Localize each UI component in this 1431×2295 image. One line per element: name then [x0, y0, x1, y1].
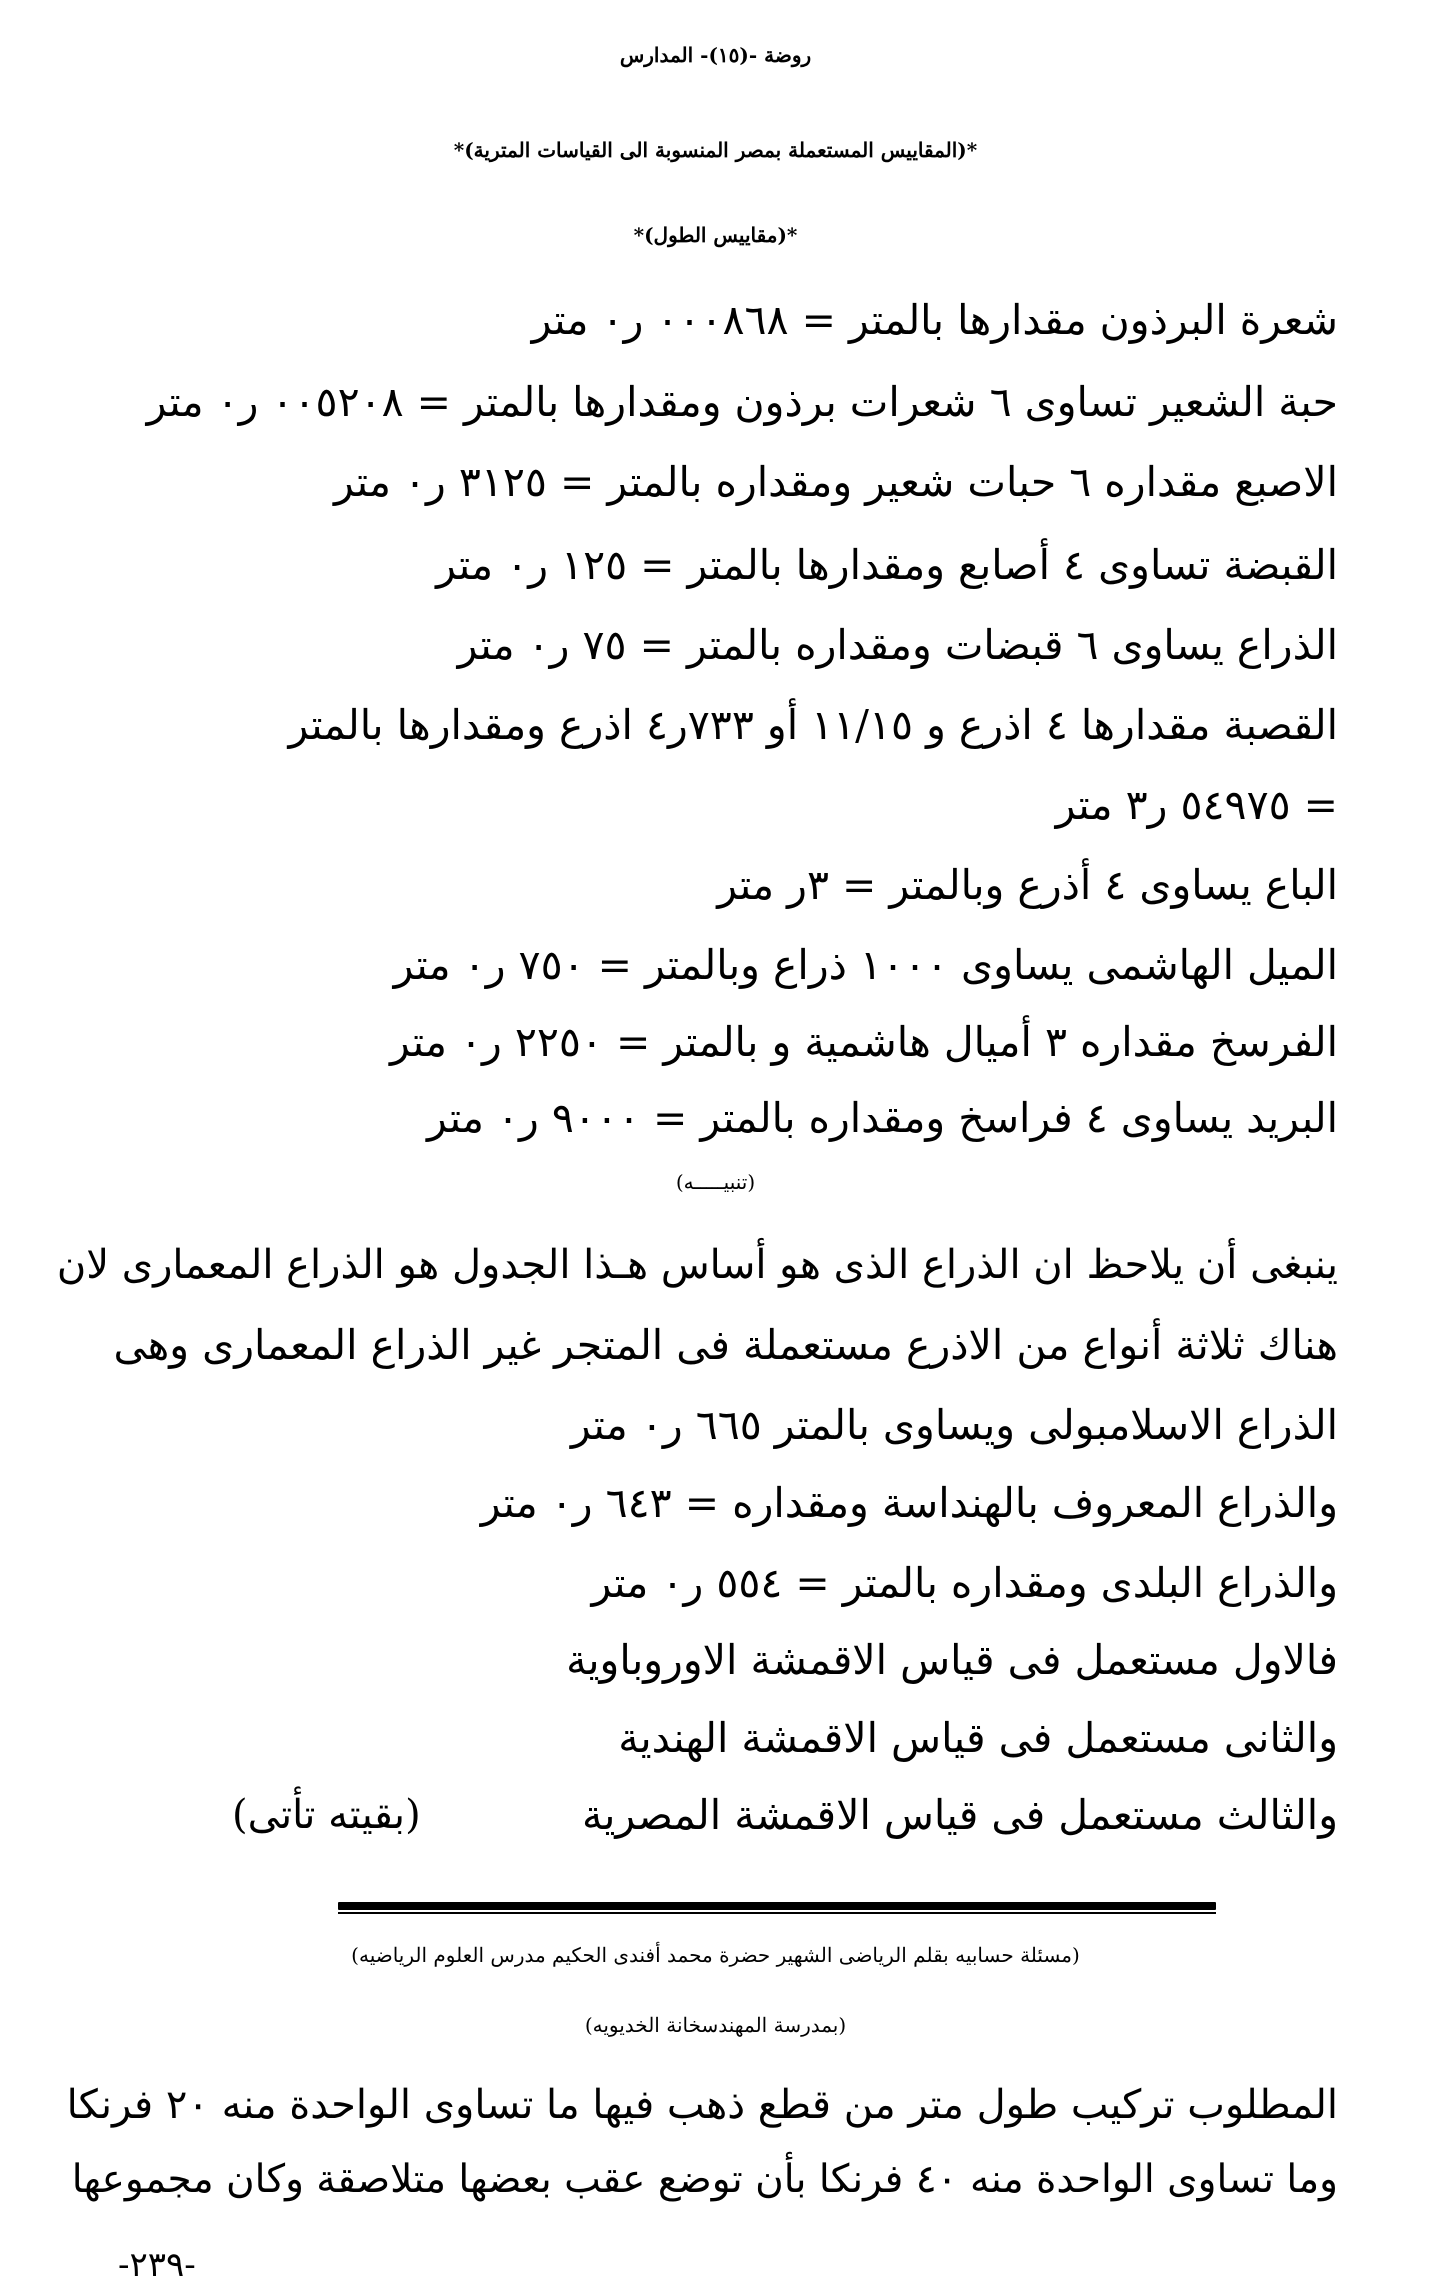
measure-line: الميل الهاشمى يساوى ١٠٠٠ ذراع وبالمتر = ٧٥٠ ر٠ متر [393, 941, 1338, 989]
note-line: فالاول مستعمل فى قياس الاقمشة الاوروباوية [566, 1636, 1338, 1684]
measure-line: القصبة مقدارها ٤ اذرع و ١١/١٥ أو ٧٣٣ر٤ اذرع ومقدارها بالمتر [288, 701, 1338, 749]
measure-line: = ٥٤٩٧٥ ر٣ متر [1055, 781, 1338, 829]
measure-line: شعرة البرذون مقدارها بالمتر = ٠٠٠٨٦٨ ر٠ متر [531, 296, 1338, 344]
measure-line: الفرسخ مقداره ٣ أميال هاشمية و بالمتر = ٢٢٥٠ ر٠ متر [389, 1018, 1338, 1066]
continued-note: (بقيته تأتى) [232, 1792, 421, 1838]
measure-line: البريد يساوى ٤ فراسخ ومقداره بالمتر = ٩٠٠٠ ر٠ متر [427, 1094, 1338, 1142]
note-line: والثانى مستعمل فى قياس الاقمشة الهندية [618, 1714, 1338, 1762]
note-line: والذراع البلدى ومقداره بالمتر = ٥٥٤ ر٠ متر [591, 1559, 1338, 1607]
measure-line: الذراع يساوى ٦ قبضات ومقداره بالمتر = ٧٥ ر٠ متر [457, 621, 1338, 669]
problem-subtitle: (بمدرسة المهندسخانة الخديويه) [584, 2013, 847, 2037]
running-header: روضة -(١٥)- المدارس [619, 43, 812, 67]
measure-line: الاصبع مقداره ٦ حبات شعير ومقداره بالمتر = ٣١٢٥ ر٠ متر [333, 458, 1338, 506]
problem-line: المطلوب تركيب طول متر من قطع ذهب فيها ما تساوى الواحدة منه ٢٠ فرنكا [66, 2082, 1338, 2128]
note-heading: (تنبيـــــه) [675, 1170, 756, 1194]
note-line: الذراع الاسلامبولى ويساوى بالمتر ٦٦٥ ر٠ متر [570, 1401, 1338, 1449]
document-title: *(المقاييس المستعملة بمصر المنسوبة الى القياسات المترية)* [453, 138, 978, 162]
note-line: هناك ثلاثة أنواع من الاذرع مستعملة فى المتجر غير الذراع المعمارى وهى [113, 1321, 1338, 1369]
measure-line: القبضة تساوى ٤ أصابع ومقدارها بالمتر = ١٢٥ ر٠ متر [436, 541, 1338, 589]
note-line: والثالث مستعمل فى قياس الاقمشة المصرية [582, 1791, 1338, 1839]
measure-line: الباع يساوى ٤ أذرع وبالمتر = ٣ر متر [717, 861, 1338, 909]
section-subtitle: *(مقاييس الطول)* [633, 223, 798, 247]
note-line: والذراع المعروف بالهنداسة ومقداره = ٦٤٣ ر٠ متر [480, 1479, 1338, 1527]
page-number: -٢٣٩- [118, 2245, 196, 2285]
problem-title: (مسئلة حسابيه بقلم الرياضى الشهير حضرة محمد أفندى الحكيم مدرس العلوم الرياضيه) [351, 1943, 1080, 1967]
problem-line: وما تساوى الواحدة منه ٤٠ فرنكا بأن توضع عقب بعضها متلاصقة وكان مجموعها [71, 2157, 1338, 2202]
section-divider [338, 1902, 1216, 1910]
section-divider-thin [338, 1912, 1216, 1914]
measure-line: حبة الشعير تساوى ٦ شعرات برذون ومقدارها بالمتر = ٠٠٥٢٠٨ ر٠ متر [146, 378, 1338, 426]
note-line: ينبغى أن يلاحظ ان الذراع الذى هو أساس هـذا الجدول هو الذراع المعمارى لان [56, 1242, 1338, 1288]
